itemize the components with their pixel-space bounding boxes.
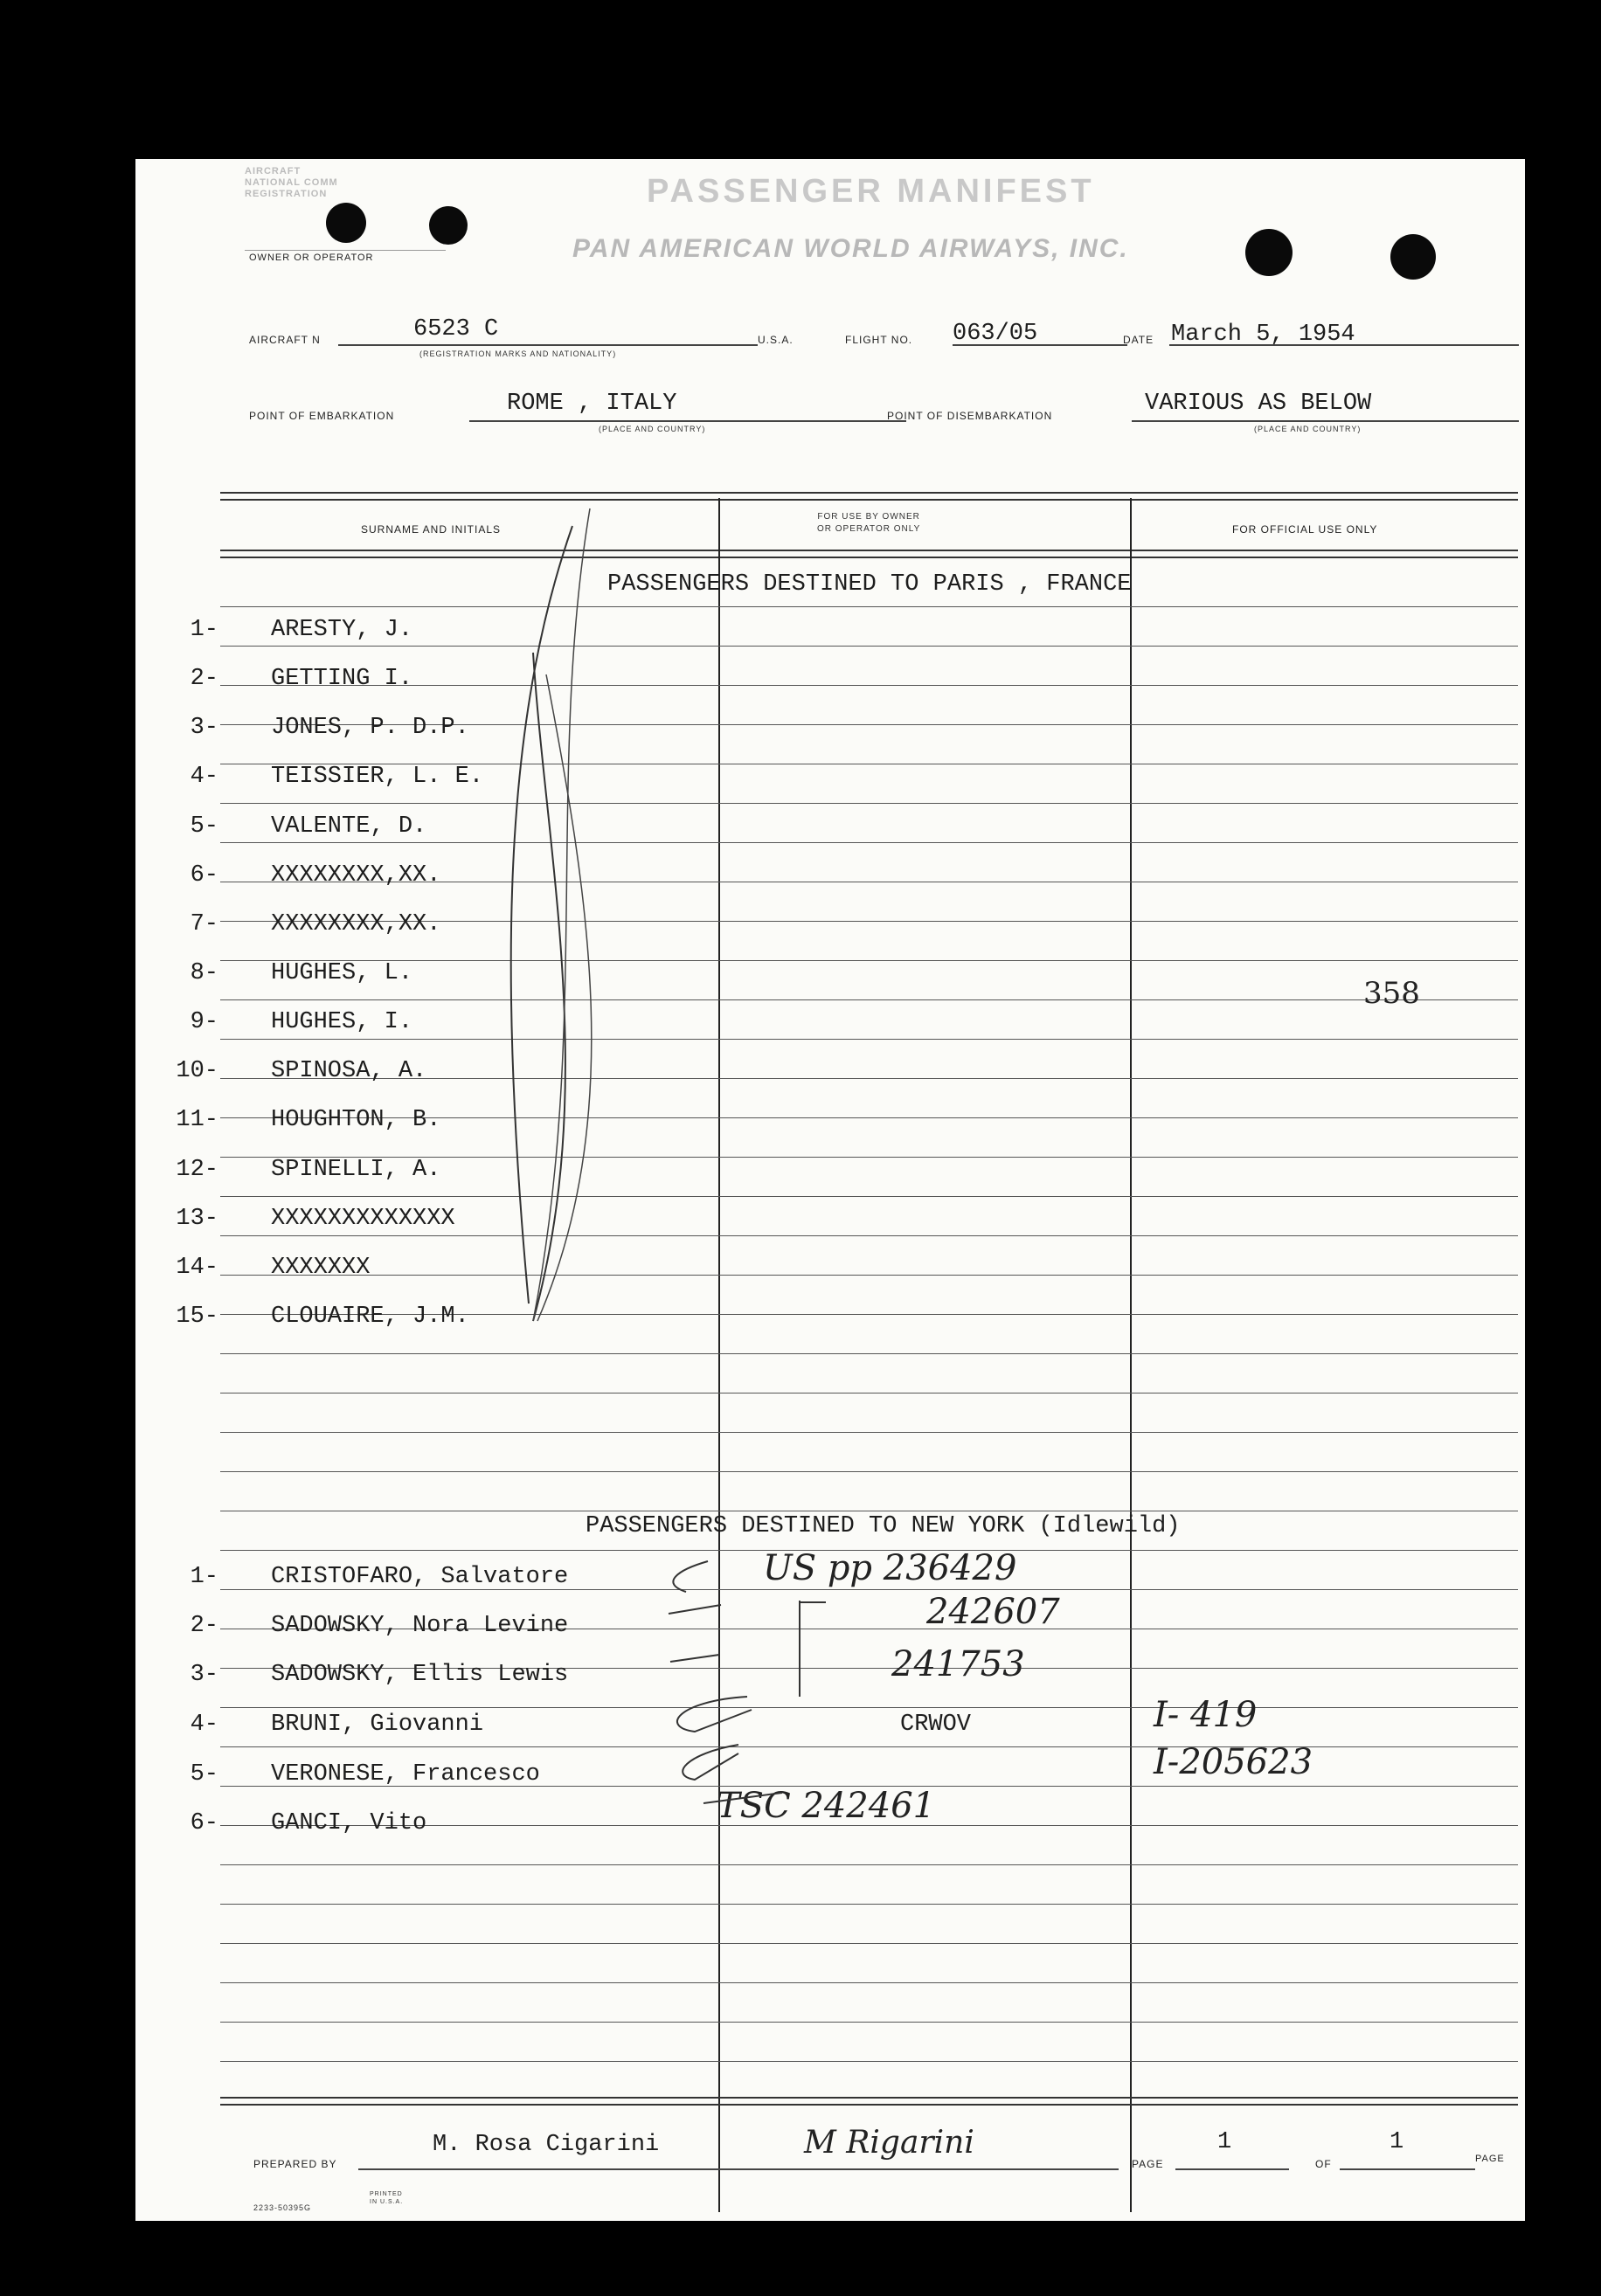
flight-label: FLIGHT NO.	[845, 334, 913, 346]
row-rule	[220, 1393, 1518, 1394]
passenger-name: HUGHES, I.	[271, 1009, 413, 1035]
owner-header-line: FOR USE BY OWNER	[817, 512, 920, 522]
preparer-signature: M Rigarini	[804, 2125, 974, 2161]
row-number: 7-	[190, 911, 218, 937]
passenger-name: SPINELLI, A.	[271, 1157, 441, 1183]
row-number: 11-	[176, 1107, 218, 1133]
embarkation-value: ROME , ITALY	[507, 391, 677, 417]
faint-line: NATIONAL COMM	[245, 177, 338, 188]
disembarkation-label: POINT OF DISEMBARKATION	[887, 410, 1053, 422]
passenger-name: TEISSIER, L. E.	[271, 764, 484, 790]
handwritten-bracket-lines	[135, 159, 1525, 1382]
official-number: I- 419	[1154, 1695, 1258, 1735]
passenger-name-struck: XXXXXXXX,XX.	[271, 862, 441, 889]
passenger-name: BRUNI, Giovanni	[271, 1712, 484, 1738]
row-number: 4-	[190, 1712, 218, 1738]
passport-number: TSC 242461	[717, 1786, 936, 1826]
flight-value: 063/05	[953, 321, 1038, 347]
row-number: 14-	[176, 1255, 218, 1281]
owner-operator-label: OWNER OR OPERATOR	[249, 252, 374, 263]
row-number: 10-	[176, 1058, 218, 1084]
row-number: 5-	[190, 813, 218, 840]
row-number: 1-	[190, 1564, 218, 1590]
row-number: 1-	[190, 617, 218, 643]
row-number: 4-	[190, 764, 218, 790]
date-label: DATE	[1123, 334, 1154, 346]
form-number: 2233-50395G	[253, 2203, 312, 2212]
disembarkation-caption: (PLACE AND COUNTRY)	[1254, 425, 1362, 433]
page-label-2: PAGE	[1475, 2154, 1505, 2164]
aircraft-value: 6523 C	[413, 316, 499, 342]
bracket-stroke	[511, 526, 572, 1304]
owner-code: CRWOV	[900, 1712, 972, 1738]
row-rule	[220, 1943, 1518, 1944]
prepared-by-value: M. Rosa Cigarini	[433, 2132, 660, 2158]
check-mark	[677, 1697, 752, 1732]
passenger-name: SPINOSA, A.	[271, 1058, 427, 1084]
passenger-name: GETTING I.	[271, 666, 413, 692]
prepared-by-label: PREPARED BY	[253, 2158, 337, 2170]
page-line	[1175, 2168, 1289, 2170]
manifest-title: PASSENGER MANIFEST	[647, 173, 1095, 210]
date-value: March 5, 1954	[1171, 322, 1355, 348]
airline-name: PAN AMERICAN WORLD AIRWAYS, INC.	[572, 234, 1129, 263]
handwritten-check-marks	[135, 1522, 1525, 1854]
passenger-name: CLOUAIRE, J.M.	[271, 1304, 469, 1330]
official-column-header: FOR OFFICIAL USE ONLY	[1232, 523, 1378, 536]
passenger-name: ARESTY, J.	[271, 617, 413, 643]
passenger-name: VALENTE, D.	[271, 813, 427, 840]
row-rule	[220, 2061, 1518, 2062]
page-label: PAGE	[1132, 2158, 1164, 2170]
row-number: 2-	[190, 1613, 218, 1639]
faint-line: AIRCRAFT	[245, 166, 301, 176]
disembarkation-value: VARIOUS AS BELOW	[1145, 391, 1372, 417]
passenger-name: VERONESE, Francesco	[271, 1761, 540, 1788]
table-bottom-rule	[220, 2097, 1518, 2099]
embarkation-caption: (PLACE AND COUNTRY)	[599, 425, 706, 433]
passenger-name: SADOWSKY, Nora Levine	[271, 1613, 569, 1639]
newyork-group-heading: PASSENGERS DESTINED TO NEW YORK (Idlewild)	[586, 1513, 1181, 1539]
page-value: 1	[1217, 2129, 1232, 2155]
owner-header-line: OR OPERATOR ONLY	[817, 524, 921, 534]
row-rule	[220, 1864, 1518, 1865]
row-number: 6-	[190, 1810, 218, 1836]
bracket-stroke	[533, 508, 590, 1321]
row-number: 3-	[190, 715, 218, 741]
prepared-by-line	[358, 2168, 1119, 2170]
manifest-sheet	[135, 159, 1525, 2221]
passenger-name-struck: XXXXXXXX,XX.	[271, 911, 441, 937]
faint-line: REGISTRATION	[245, 189, 328, 199]
passport-number: US pp 236429	[763, 1548, 1017, 1588]
row-number: 15-	[176, 1304, 218, 1330]
row-number: 9-	[190, 1009, 218, 1035]
check-mark	[703, 1793, 782, 1803]
of-label: OF	[1315, 2158, 1332, 2170]
passenger-name: GANCI, Vito	[271, 1810, 427, 1836]
passport-number: 242607	[926, 1592, 1060, 1632]
passenger-name: SADOWSKY, Ellis Lewis	[271, 1662, 569, 1688]
official-note: 358	[1363, 976, 1420, 1011]
check-mark	[673, 1561, 708, 1592]
passenger-name: CRISTOFARO, Salvatore	[271, 1564, 569, 1590]
surname-column-header: SURNAME AND INITIALS	[361, 523, 502, 536]
printed-in-mark: PRINTED IN U.S.A.	[370, 2191, 404, 2205]
paris-group-heading: PASSENGERS DESTINED TO PARIS , FRANCE	[607, 571, 1132, 598]
check-mark	[683, 1745, 738, 1780]
row-number: 6-	[190, 862, 218, 889]
of-line	[1340, 2168, 1475, 2170]
aircraft-label: AIRCRAFT N	[249, 334, 321, 346]
usa-label: U.S.A.	[758, 334, 794, 346]
row-number: 8-	[190, 960, 218, 986]
check-mark	[669, 1605, 721, 1614]
passenger-name-struck: XXXXXXXXXXXXX	[271, 1206, 455, 1232]
official-number: I-205623	[1154, 1742, 1313, 1782]
row-number: 13-	[176, 1206, 218, 1232]
passenger-name: HUGHES, L.	[271, 960, 413, 986]
of-value: 1	[1390, 2129, 1404, 2155]
passenger-name: HOUGHTON, B.	[271, 1107, 441, 1133]
passenger-name-struck: XXXXXXX	[271, 1255, 371, 1281]
passport-number: 241753	[891, 1644, 1025, 1684]
row-number: 12-	[176, 1157, 218, 1183]
row-rule	[220, 1904, 1518, 1905]
row-number: 2-	[190, 666, 218, 692]
row-rule	[220, 1432, 1518, 1433]
row-rule	[220, 2022, 1518, 2023]
check-mark	[670, 1655, 719, 1662]
passenger-name: JONES, P. D.P.	[271, 715, 469, 741]
registration-caption: (REGISTRATION MARKS AND NATIONALITY)	[419, 349, 617, 358]
row-rule	[220, 1471, 1518, 1472]
row-number: 5-	[190, 1761, 218, 1788]
row-rule	[220, 1982, 1518, 1983]
embarkation-label: POINT OF EMBARKATION	[249, 410, 395, 422]
table-bottom-rule	[220, 2104, 1518, 2106]
row-number: 3-	[190, 1662, 218, 1688]
